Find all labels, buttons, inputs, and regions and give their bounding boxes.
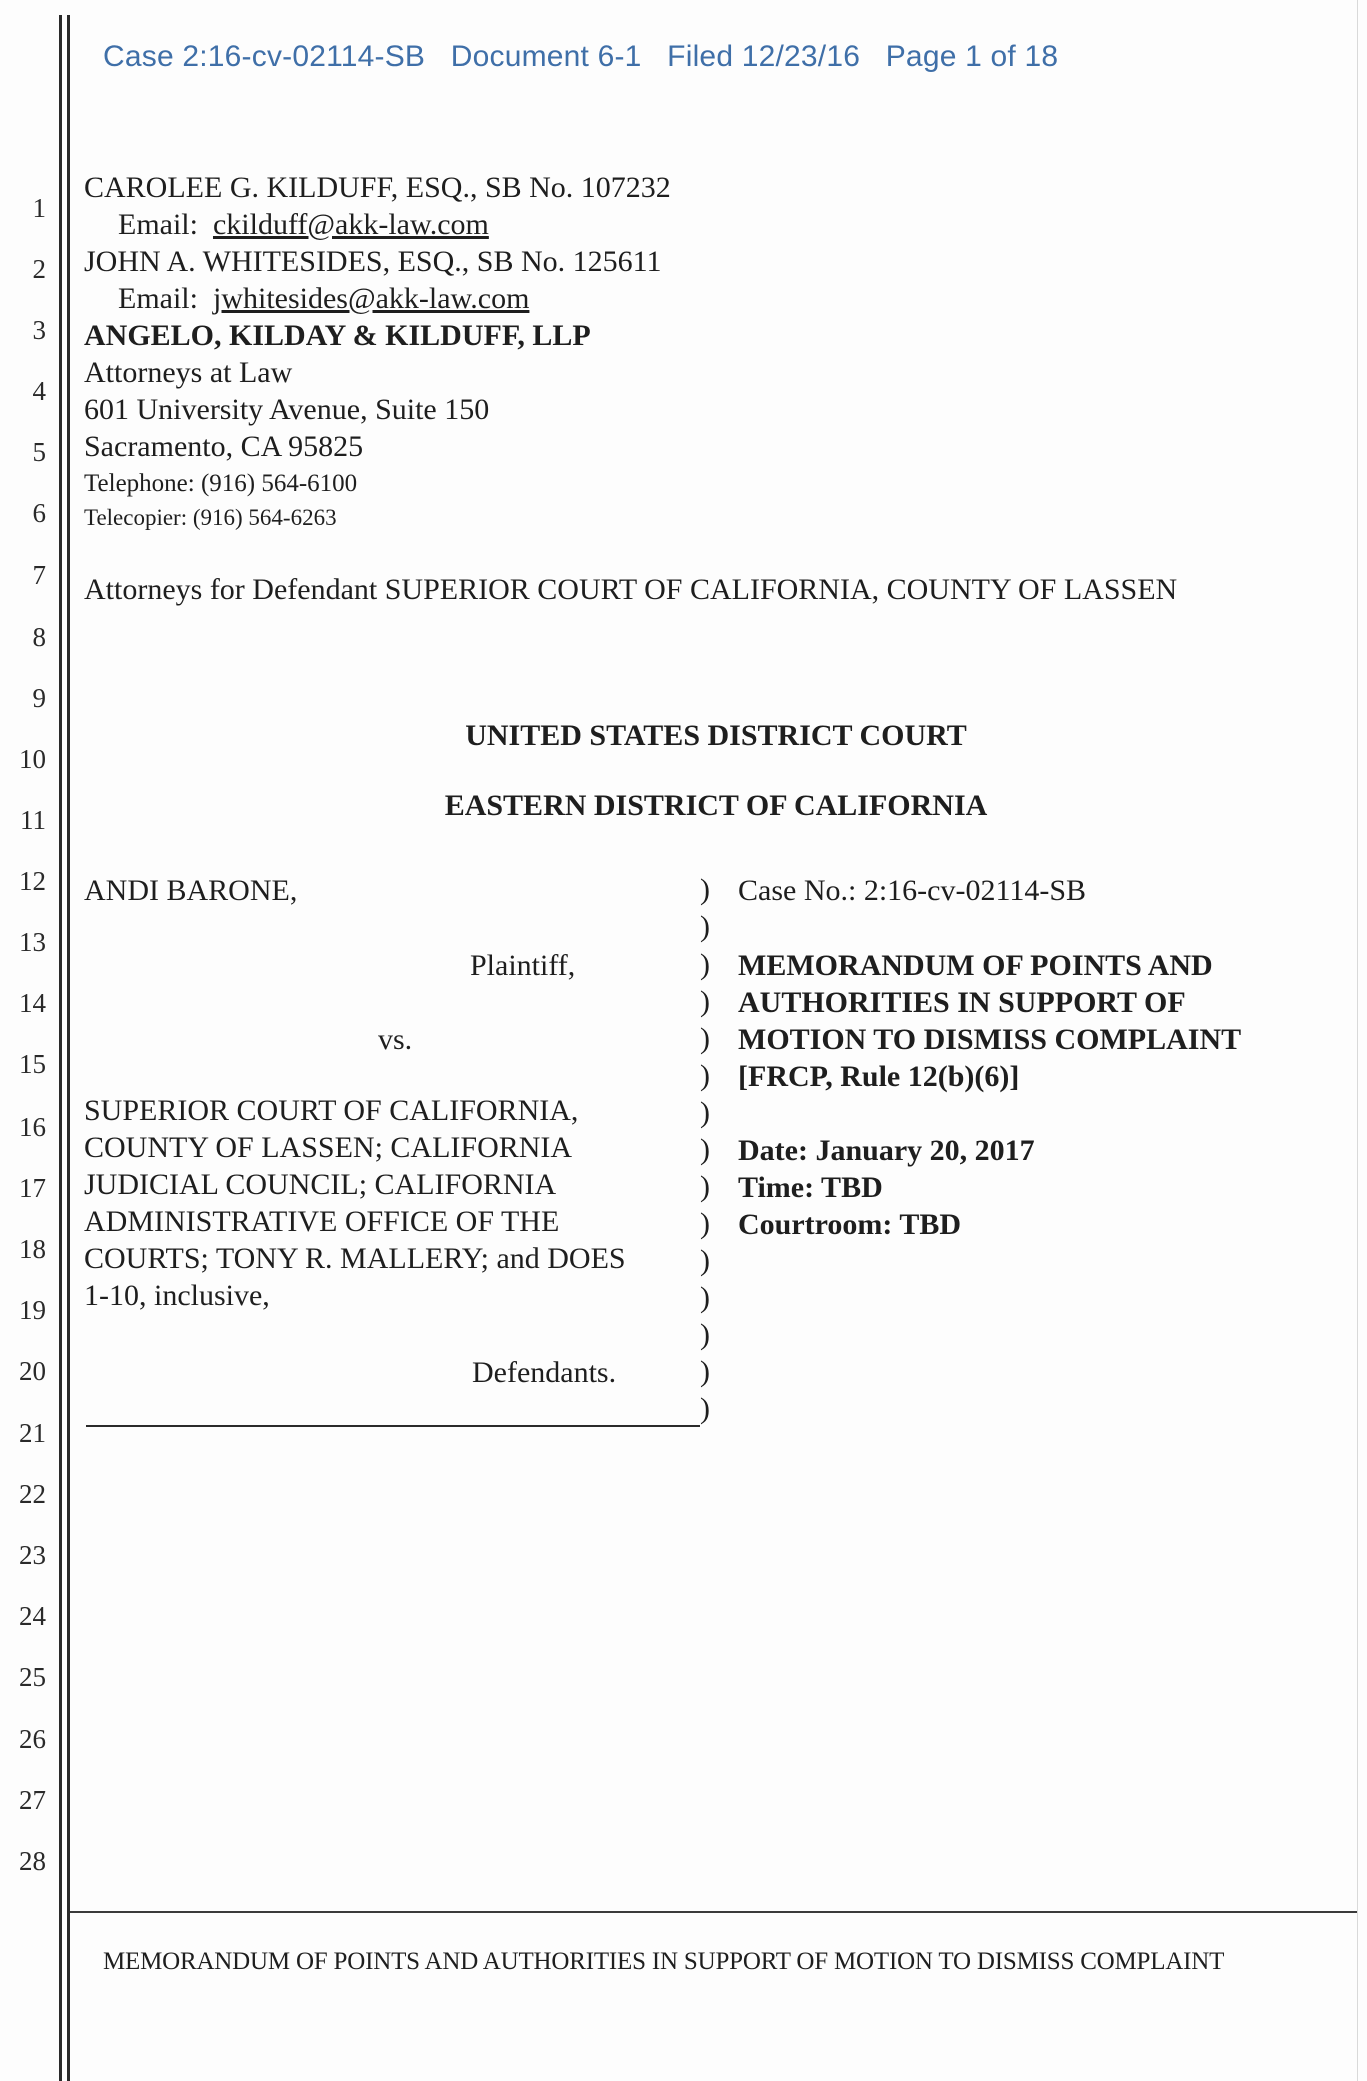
caption-paren: ) [700,1133,710,1166]
line-number: 28 [19,1846,46,1876]
document-title-line: AUTHORITIES IN SUPPORT OF [738,986,1186,1019]
caption-paren: ) [700,1059,710,1092]
case-number: Case No.: 2:16-cv-02114-SB [738,874,1087,907]
line-number: 24 [19,1601,46,1631]
address-line: Sacramento, CA 95825 [84,430,364,463]
attorney-email-line [118,207,489,243]
defendant-line: 1-10, inclusive, [84,1279,270,1312]
line-number: 23 [19,1540,46,1570]
court-district: EASTERN DISTRICT OF CALIFORNIA [444,789,988,822]
email-label: Email: [118,208,198,241]
defendant-line: JUDICIAL COUNCIL; CALIFORNIA [84,1168,557,1201]
line-number: 18 [19,1234,46,1264]
attorney-name: CAROLEE G. KILDUFF, ESQ., SB No. 107232 [84,171,671,204]
line-number: 12 [19,866,46,896]
footer-rule [70,1911,1357,1913]
address-line: 601 University Avenue, Suite 150 [84,393,490,426]
hearing-date: Date: January 20, 2017 [738,1134,1035,1167]
document-title-line: MEMORANDUM OF POINTS AND [738,949,1213,982]
left-margin-rule-inner [67,15,70,2081]
caption-paren: ) [700,1022,710,1055]
line-number: 3 [32,315,46,345]
line-number: 5 [32,437,46,467]
caption-paren: ) [700,1392,710,1425]
caption-paren: ) [700,1318,710,1351]
telecopier: Telecopier: (916) 564-6263 [84,505,337,530]
attorneys-for: Attorneys for Defendant SUPERIOR COURT OF CALIFORNIA, COUNTY OF LASSEN [84,573,1178,606]
line-number: 27 [19,1785,46,1815]
line-number: 11 [20,805,46,835]
document-title-line: MOTION TO DISMISS COMPLAINT [738,1023,1242,1056]
email-link[interactable]: ckilduff@akk-law.com [212,208,489,241]
line-number: 15 [19,1049,46,1079]
line-number: 1 [32,193,46,223]
line-number: 6 [32,498,46,528]
caption-paren: ) [700,910,710,943]
line-number: 19 [19,1295,46,1325]
caption-paren: ) [700,1096,710,1129]
defendant-line: COURTS; TONY R. MALLERY; and DOES [84,1242,626,1275]
caption-paren: ) [700,985,710,1018]
attorney-name: JOHN A. WHITESIDES, ESQ., SB No. 125611 [84,245,662,278]
right-margin-rule [1357,0,1358,2081]
document-title-line: [FRCP, Rule 12(b)(6)] [738,1060,1020,1093]
defendant-line: ADMINISTRATIVE OFFICE OF THE [84,1205,560,1238]
line-number: 21 [19,1418,46,1448]
caption-paren: ) [700,948,710,981]
plaintiff-name: ANDI BARONE, [84,874,298,907]
line-number: 16 [19,1112,46,1142]
line-number: 4 [32,376,46,406]
line-number: 17 [19,1173,46,1203]
defendant-role: Defendants. [472,1356,617,1389]
attorney-email-line [118,281,529,317]
defendant-line: COUNTY OF LASSEN; CALIFORNIA [84,1131,573,1164]
court-name: UNITED STATES DISTRICT COURT [465,719,967,752]
caption-paren: ) [700,873,710,906]
line-number: 10 [19,744,46,774]
defendant-line: SUPERIOR COURT OF CALIFORNIA, [84,1094,579,1127]
line-number: 20 [19,1356,46,1386]
line-number: 7 [32,560,46,590]
law-firm-subtitle: Attorneys at Law [84,356,293,389]
hearing-courtroom: Courtroom: TBD [738,1208,962,1241]
caption-paren: ) [700,1170,710,1203]
footer-title: MEMORANDUM OF POINTS AND AUTHORITIES IN SUPPORT OF MOTION TO DISMISS COMPLAINT [103,1948,1225,1975]
caption-underline [86,1425,700,1427]
line-number: 8 [32,622,46,652]
law-firm-name: ANGELO, KILDAY & KILDUFF, LLP [84,319,591,352]
hearing-time: Time: TBD [738,1171,883,1204]
caption-paren: ) [700,1244,710,1277]
line-number: 13 [19,927,46,957]
line-number: 25 [19,1662,46,1692]
line-number: 9 [32,683,46,713]
left-margin-rule [59,15,62,2081]
versus: vs. [378,1023,413,1056]
line-number: 26 [19,1724,46,1754]
plaintiff-role: Plaintiff, [470,949,576,982]
telephone: Telephone: (916) 564-6100 [84,470,358,497]
line-number: 2 [32,254,46,284]
caption-paren: ) [700,1355,710,1388]
caption-paren: ) [700,1207,710,1240]
email-link[interactable]: jwhitesides@akk-law.com [212,282,530,315]
line-number: 22 [19,1479,46,1509]
ecf-header: Case 2:16-cv-02114-SB Document 6-1 Filed 12/23/16 Page 1 of 18 [103,40,1059,73]
caption-paren: ) [700,1281,710,1314]
email-label: Email: [118,282,198,315]
line-number: 14 [19,988,46,1018]
